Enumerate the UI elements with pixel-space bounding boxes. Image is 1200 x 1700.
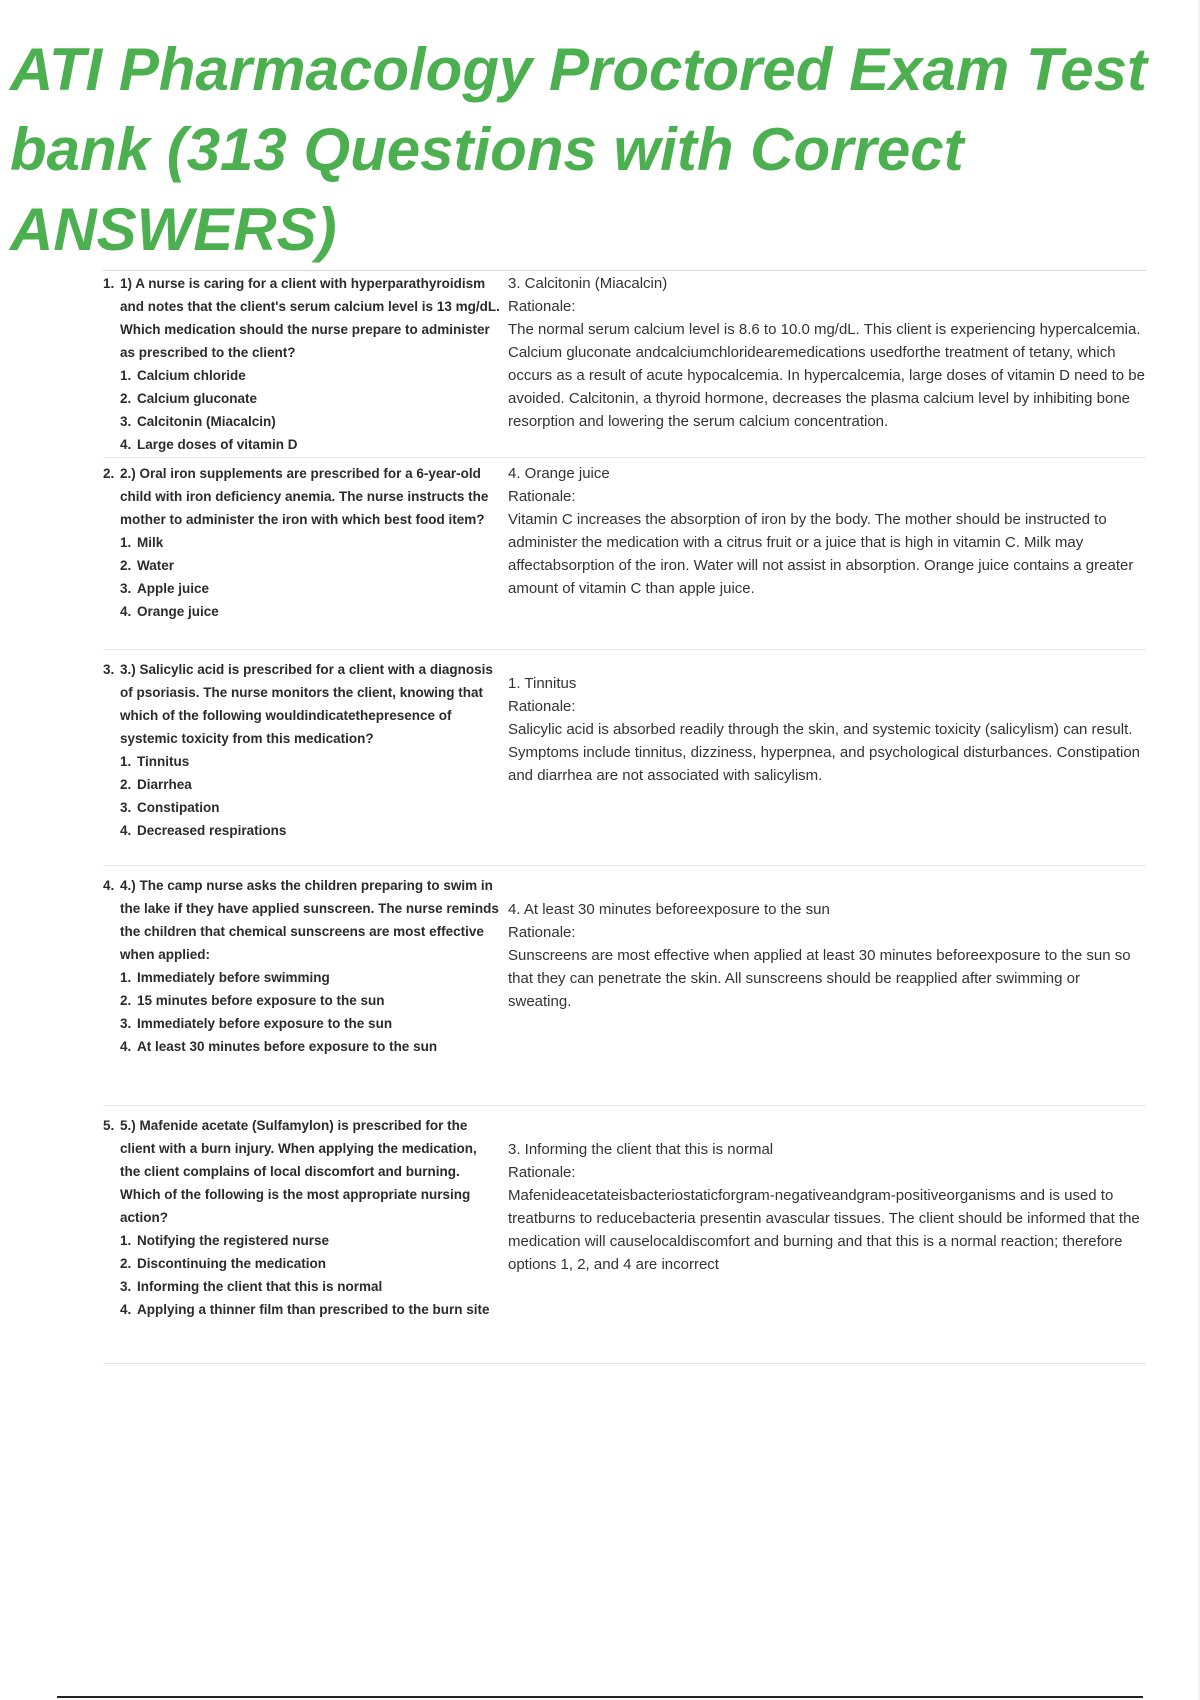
option-number: 1. <box>120 535 132 550</box>
footer-rule <box>57 1696 1143 1698</box>
question-stem: 4.) The camp nurse asks the children preparing to swim in the lake if they have applied sunscreen. The nurse reminds the children that chemical sunscreens are most effective when applied: <box>120 878 499 962</box>
option-text: Applying a thinner film than prescribed to the burn site <box>137 1302 490 1317</box>
option-text: Water <box>137 558 175 573</box>
rationale-text: Mafenideacetateisbacteriostaticforgram-negativeandgram-positiveorganisms and is used to treatburns to reducebacteria presentin avascular tissues. The client should be informed that the medication will causelocaldiscomfort and burning and that this is a normal reaction; therefore options 1, 2, and 4 are incorrect <box>508 1187 1140 1273</box>
question-stem: 1) A nurse is caring for a client with hyperparathyroidism and notes that the client's serum calcium level is 13 mg/dL. Which medication should the nurse prepare to administer as prescribed to the client? <box>120 276 500 360</box>
option-text: Milk <box>137 535 164 550</box>
correct-answer: 4. At least 30 minutes beforeexposure to the sun <box>508 901 830 918</box>
rationale-text: Vitamin C increases the absorption of iron by the body. The mother should be instructed to administer the medication with a citrus fruit or a juice that is high in vitamin C. Milk may affectabsorption of the iron. Water will not assist in absorption. Orange juice contains a greater amount of vitamin C than apple juice. <box>508 511 1134 597</box>
option-text: Decreased respirations <box>137 823 287 838</box>
option-number: 2. <box>120 391 132 406</box>
option-text: Immediately before exposure to the sun <box>137 1016 393 1031</box>
option-text: At least 30 minutes before exposure to the sun <box>137 1039 438 1054</box>
option-text: Informing the client that this is normal <box>137 1279 383 1294</box>
option <box>120 1012 500 1035</box>
qa-row <box>103 650 1146 866</box>
question-stem: 2.) Oral iron supplements are prescribed for a 6-year-old child with iron deficiency anemia. The nurse instructs the mother to administer the iron with which best food item? <box>120 466 489 527</box>
option-number: 4. <box>120 437 132 452</box>
option-number: 1. <box>120 970 132 985</box>
option <box>120 796 500 819</box>
rationale-label: Rationale: <box>508 1164 576 1181</box>
qa-row <box>103 272 1146 458</box>
option-text: Discontinuing the medication <box>137 1256 327 1271</box>
option <box>120 773 500 796</box>
question-cell <box>103 874 500 1105</box>
option-number: 3. <box>120 800 132 815</box>
correct-answer: 3. Informing the client that this is normal <box>508 1141 774 1158</box>
correct-answer: 1. Tinnitus <box>508 675 577 692</box>
option-text: Large doses of vitamin D <box>137 437 298 452</box>
option-number: 2. <box>120 777 132 792</box>
page-title <box>10 30 1200 270</box>
option-number: 1. <box>120 754 132 769</box>
option <box>120 1252 500 1275</box>
option <box>120 387 500 410</box>
question-number: 2. <box>103 466 115 481</box>
question-cell <box>103 462 500 649</box>
question-stem: 3.) Salicylic acid is prescribed for a client with a diagnosis of psoriasis. The nurse monitors the client, knowing that which of the following wouldindicatethepresence of systemic toxicity from this medication? <box>120 662 493 746</box>
correct-answer: 3. Calcitonin (Miacalcin) <box>508 275 668 292</box>
option-number: 3. <box>120 1279 132 1294</box>
rationale-text: The normal serum calcium level is 8.6 to 10.0 mg/dL. This client is experiencing hypercalcemia. Calcium gluconate andcalciumchloridearemedications usedforthe treatment of tetany, which occurs as a result of acute hypocalcemia. In hypercalcemia, large doses of vitamin D need to be avoided. Calcitonin, a thyroid hormone, decreases the plasma calcium level by inhibiting bone resorption and lowering the serum calcium concentration. <box>508 321 1145 430</box>
option <box>120 577 500 600</box>
question-number: 5. <box>103 1118 115 1133</box>
question-cell <box>103 658 500 865</box>
rationale-label: Rationale: <box>508 298 576 315</box>
option-number: 2. <box>120 558 132 573</box>
option-text: Tinnitus <box>137 754 190 769</box>
option-number: 3. <box>120 1016 132 1031</box>
correct-answer: 4. Orange juice <box>508 465 610 482</box>
option-text: Calcium gluconate <box>137 391 258 406</box>
option-text: Apple juice <box>137 581 210 596</box>
rationale-text: Sunscreens are most effective when applied at least 30 minutes beforeexposure to the sun so that they can penetrate the skin. All sunscreens should be reapplied after swimming or sweating. <box>508 947 1131 1010</box>
question-cell <box>103 1114 500 1363</box>
option-text: Notifying the registered nurse <box>137 1233 330 1248</box>
option-number: 4. <box>120 1039 132 1054</box>
option <box>120 750 500 773</box>
option <box>120 819 500 842</box>
option-text: Calcitonin (Miacalcin) <box>137 414 276 429</box>
title-line: ANSWERS) <box>10 196 337 263</box>
option-text: Orange juice <box>137 604 219 619</box>
qa-row <box>103 866 1146 1106</box>
option-text: Diarrhea <box>137 777 192 792</box>
option-number: 4. <box>120 604 132 619</box>
question-cell <box>103 272 500 457</box>
option-number: 3. <box>120 581 132 596</box>
qa-row <box>103 458 1146 650</box>
option <box>120 410 500 433</box>
option-number: 3. <box>120 414 132 429</box>
option <box>120 966 500 989</box>
option <box>120 1275 500 1298</box>
qa-table <box>103 272 1146 1364</box>
option-text: Constipation <box>137 800 220 815</box>
question-number: 4. <box>103 878 115 893</box>
option <box>120 989 500 1012</box>
question-stem: 5.) Mafenide acetate (Sulfamylon) is prescribed for the client with a burn injury. When applying the medication, the client complains of local discomfort and burning. Which of the following is the most appropriate nursing action? <box>120 1118 477 1225</box>
option-number: 1. <box>120 368 132 383</box>
answer-cell <box>500 874 1146 1105</box>
rationale-label: Rationale: <box>508 488 576 505</box>
option <box>120 554 500 577</box>
qa-row <box>103 1106 1146 1364</box>
option-text: 15 minutes before exposure to the sun <box>137 993 385 1008</box>
option-number: 4. <box>120 823 132 838</box>
option <box>120 1035 500 1058</box>
option-text: Immediately before swimming <box>137 970 330 985</box>
rationale-label: Rationale: <box>508 924 576 941</box>
option-text: Calcium chloride <box>137 368 246 383</box>
question-number: 1. <box>103 276 115 291</box>
answer-cell <box>500 658 1146 865</box>
option <box>120 600 500 623</box>
option-number: 1. <box>120 1233 132 1248</box>
answer-cell <box>500 272 1146 457</box>
option-number: 2. <box>120 993 132 1008</box>
option <box>120 1298 500 1321</box>
rationale-label: Rationale: <box>508 698 576 715</box>
option <box>120 364 500 387</box>
option-number: 2. <box>120 1256 132 1271</box>
rationale-text: Salicylic acid is absorbed readily through the skin, and systemic toxicity (salicylism) can result. Symptoms include tinnitus, dizziness, hyperpnea, and psychological disturbances. Constipation and diarrhea are not associated with salicylism. <box>508 721 1141 784</box>
question-number: 3. <box>103 662 115 677</box>
option <box>120 1229 500 1252</box>
answer-cell <box>500 462 1146 649</box>
option <box>120 433 500 456</box>
title-divider <box>103 270 1146 271</box>
option <box>120 531 500 554</box>
answer-cell <box>500 1114 1146 1363</box>
option-number: 4. <box>120 1302 132 1317</box>
title-line: ATI Pharmacology Proctored Exam Test <box>10 36 1147 103</box>
title-line: bank (313 Questions with Correct <box>10 116 964 183</box>
